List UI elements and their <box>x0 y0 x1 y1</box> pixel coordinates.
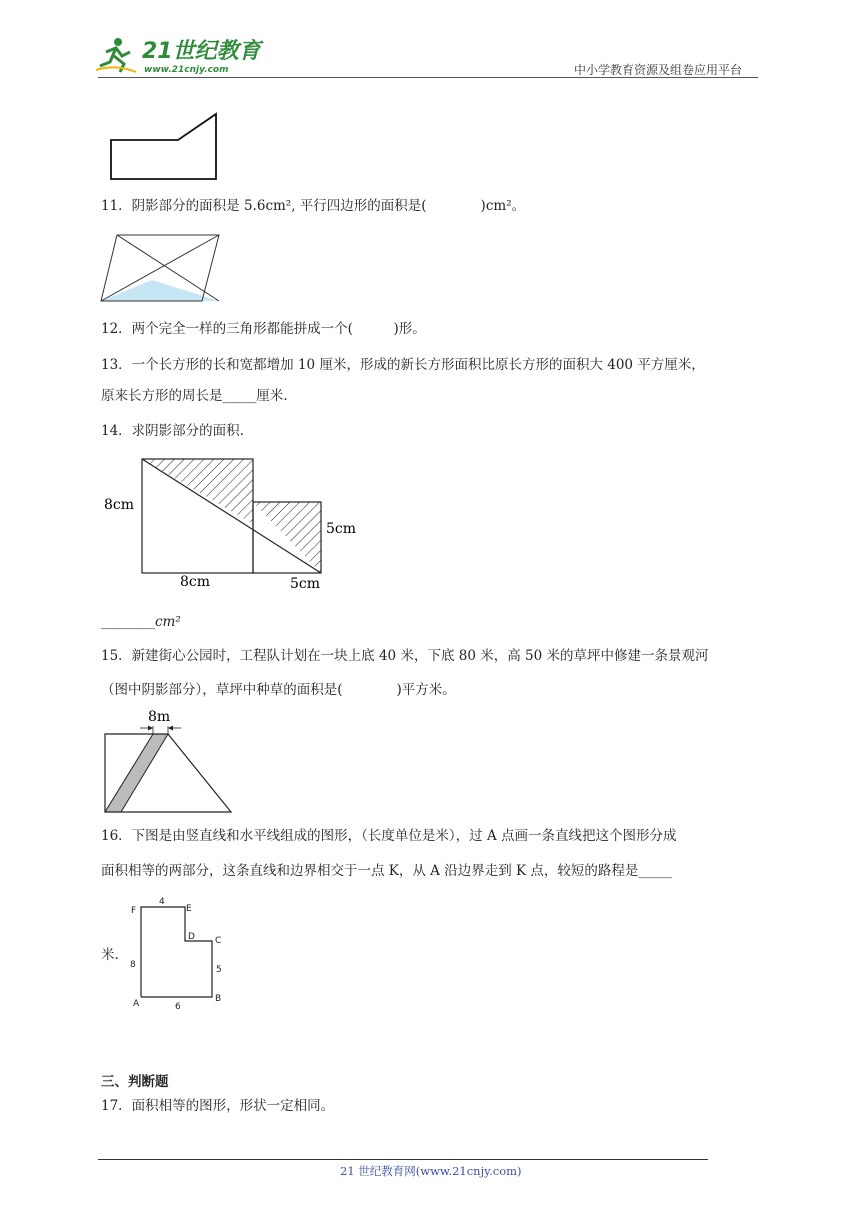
label-top-4: 4 <box>159 897 165 907</box>
figure-q16-polygon <box>124 892 230 1014</box>
question-14: 14．求阴影部分的面积. <box>101 423 244 439</box>
label-right-5: 5 <box>216 965 222 975</box>
label-8m: 8m <box>148 709 171 725</box>
question-15-line2: （图中阴影部分），草坪中种草的面积是( )平方米。 <box>101 682 456 698</box>
question-11: 11．阴影部分的面积是 5.6cm², 平行四边形的面积是( )cm²。 <box>101 198 526 214</box>
label-A: A <box>133 999 140 1009</box>
logo-url-text: www.21cnjy.com <box>144 65 229 75</box>
question-12: 12．两个完全一样的三角形都能拼成一个( )形。 <box>101 321 426 337</box>
figure-q15-trapezoid <box>100 706 236 816</box>
label-B: B <box>215 994 222 1004</box>
runner-icon <box>96 38 136 72</box>
logo-main-text: 21世纪教育 <box>142 39 261 64</box>
footer-divider <box>98 1159 708 1160</box>
label-5cm-bottom: 5cm <box>290 576 321 592</box>
label-E: E <box>186 904 192 914</box>
label-D: D <box>188 932 195 942</box>
question-13-line2: 原来长方形的周长是_____厘米. <box>101 388 288 404</box>
question-13-line1: 13．一个长方形的长和宽都增加 10 厘米，形成的新长方形面积比原长方形的面积大 400 平方厘米， <box>101 357 705 373</box>
label-8cm-left: 8cm <box>104 497 135 513</box>
label-left-8: 8 <box>130 960 136 970</box>
site-logo <box>96 34 266 78</box>
label-C: C <box>215 936 222 946</box>
label-F: F <box>131 906 137 916</box>
label-bottom-6: 6 <box>175 1002 181 1012</box>
figure-q10-shape <box>108 110 220 182</box>
section-3-title: 三、判断题 <box>101 1074 169 1090</box>
footer-link[interactable]: 21 世纪教育网(www.21cnjy.com) <box>340 1164 522 1178</box>
label-5cm-right: 5cm <box>326 521 357 537</box>
question-16-line3: 米. <box>101 947 119 963</box>
question-15-line1: 15．新建街心公园时，工程队计划在一块上底 40 米，下底 80 米，高 50 米的草坪中修建一条景观河 <box>101 648 709 664</box>
question-16-line1: 16．下图是由竖直线和水平线组成的图形，（长度单位是米），过 A 点画一条直线把这个图形分成 <box>101 828 677 844</box>
label-8cm-bottom: 8cm <box>180 574 211 590</box>
figure-q14-squares <box>100 454 362 594</box>
header-right-text: 中小学教育资源及组卷应用平台 <box>574 63 743 77</box>
question-14-answer-blank: ________cm² <box>101 614 181 630</box>
header-divider <box>98 77 758 78</box>
question-16-line2: 面积相等的两部分，这条直线和边界相交于一点 K，从 A 沿边界走到 K 点，较短的路程是_____ <box>101 863 673 879</box>
question-17: 17．面积相等的图形，形状一定相同。 <box>101 1098 335 1114</box>
figure-q11-parallelogram <box>98 232 222 304</box>
